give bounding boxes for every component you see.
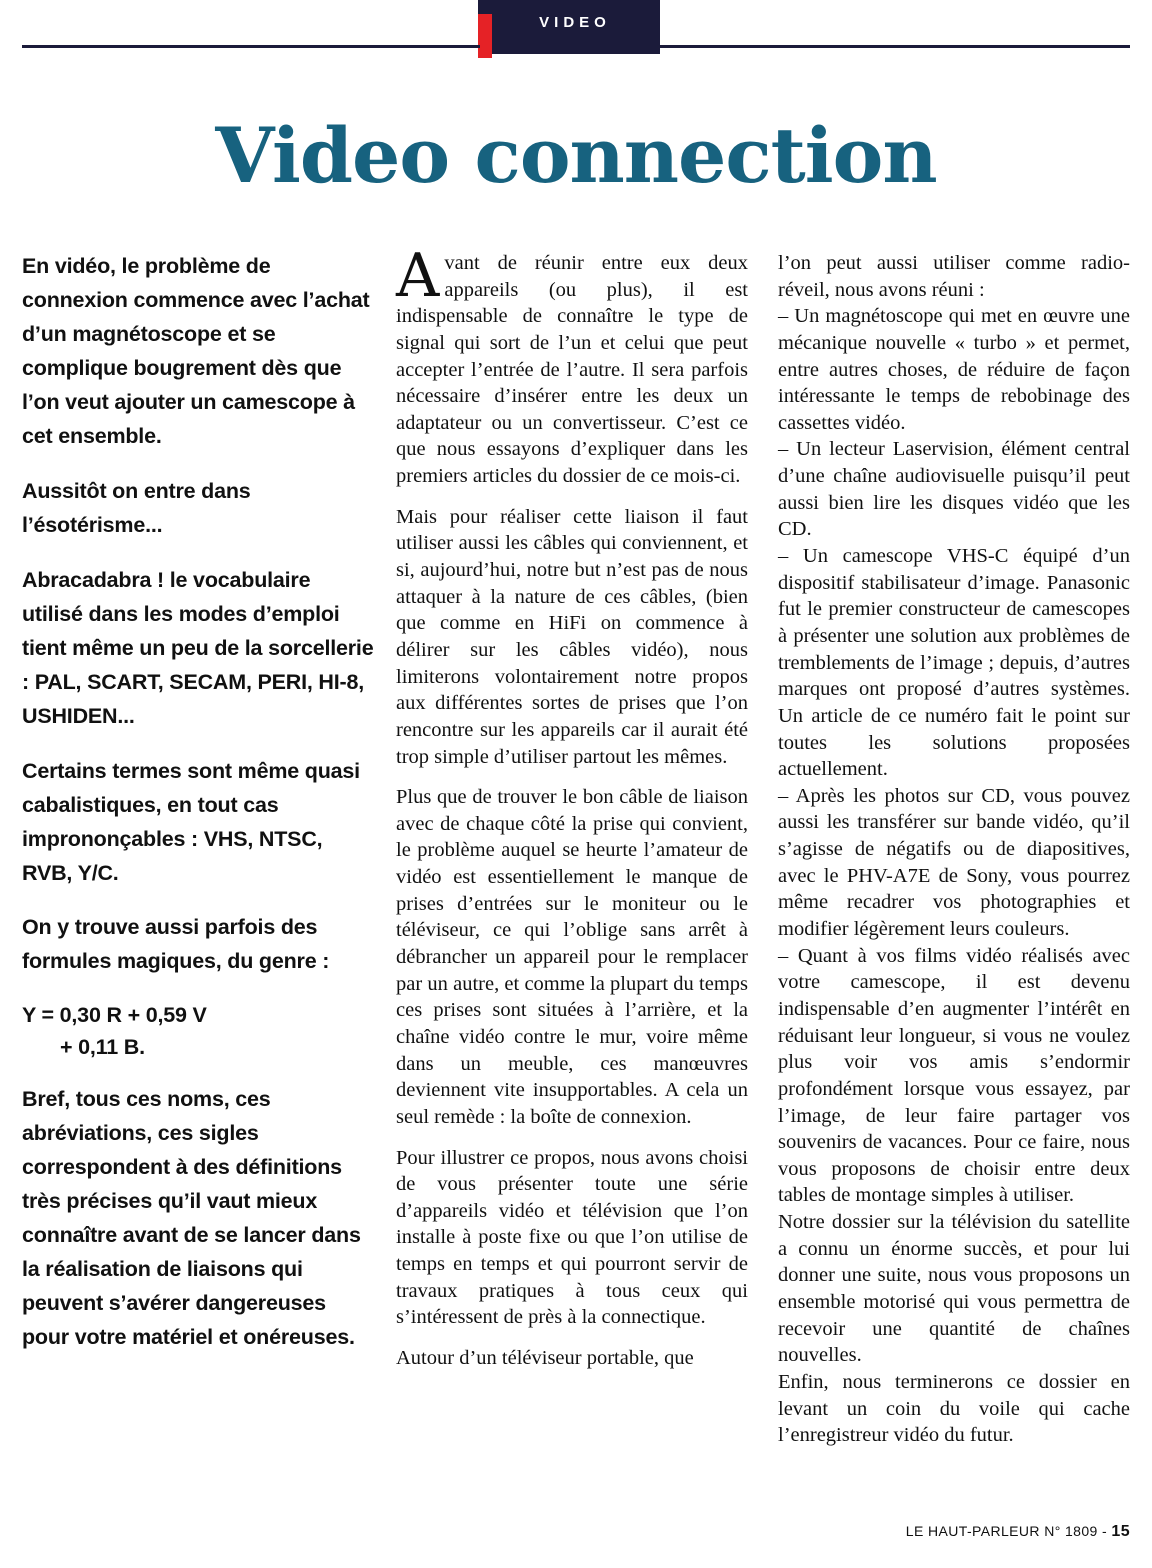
header-rule-left — [22, 45, 480, 48]
body-paragraph: l’on peut aussi utiliser comme radio-réveil, nous avons réuni : — [778, 252, 1130, 301]
body-column-2 — [396, 241, 748, 1386]
body-paragraph: Autour d’un téléviseur portable, que — [396, 1346, 694, 1369]
body-paragraph-with-dropcap — [396, 241, 748, 490]
drop-cap: A — [396, 241, 440, 311]
standfirst-paragraph: Aussitôt on entre dans l’ésotérisme... — [22, 478, 251, 537]
standfirst-closing-paragraph: Bref, tous ces noms, ces abréviations, ces sigles correspondent à des définitions très précises qu’il vaut mieux connaître avant de se lancer dans la réalisation de liaisons qui peuvent s’avérer dangereuses pour votre matériel et onéreuses. — [22, 1086, 361, 1349]
formula-line-2: + 0,11 B. — [60, 1034, 145, 1059]
body-paragraph: – Quant à vos films vidéo réalisés avec votre camescope, il est devenu indispensable d’en augmenter l’intérêt en réduisant leur longueur, si vous ne voulez plus voir vos amis s’endormir profondément lorsque vous essayez, par l’image, de leur faire partager vos souvenirs de vacances. Pour ce faire, nous vous proposons de choisir entre deux tables de montage simples à utiliser. — [778, 944, 1130, 1207]
body-paragraph: – Un magnétoscope qui met en œuvre une mécanique nouvelle « turbo » et permet, entre autres choses, de réduire de façon intéressante le temps de rebobinage des cassettes vidéo. — [778, 305, 1130, 434]
standfirst-paragraph: En vidéo, le problème de connexion commence avec l’achat d’un magnétoscope et se complique bougrement dès que l’on veut ajouter un camescope à cet ensemble. — [22, 254, 370, 448]
body-paragraph: Enfin, nous terminerons ce dossier en levant un coin du voile qui cache l’enregistreur vidéo du futur. — [778, 1370, 1130, 1447]
article-headline: Video connection — [215, 111, 937, 200]
body-paragraph: Mais pour réaliser cette liaison il faut utiliser aussi les câbles qui conviennent, et si, aujourd’hui, notre but n’est pas de nous attaquer à la nature de ces câbles, (bien que comme en HiFi on commence à délirer sur les câbles vidéo), nous limiterons volontairement notre propos aux différentes sortes de prises que l’on rencontre sur les appareils car il aurait été trop simple d’utiliser partout les mêmes. — [396, 505, 748, 768]
standfirst-paragraph: Abracadabra ! le vocabulaire utilisé dans les modes d’emploi tient même un peu de la sorcellerie : PAL, SCART, SECAM, PERI, HI-8, USHIDEN... — [22, 567, 374, 728]
standfirst-paragraph: Certains termes sont même quasi cabalistiques, en tout cas imprononçables : VHS, NTSC, RVB, Y/C. — [22, 758, 360, 885]
body-paragraph: – Un camescope VHS-C équipé d’un dispositif stabilisateur d’image. Panasonic fut le premier constructeur de camescopes à présenter une solution aux problèmes de tremblements de l’image ; depuis, d’autres marques ont proposé d’autres systèmes. Un article de ce numéro fait le point sur toutes les solutions proposées actuellement. — [778, 545, 1130, 781]
body-paragraph: – Un lecteur Laservision, élément central d’une chaîne audiovisuelle puisqu’il peut aussi bien lire les disques vidéo que les CD. — [778, 438, 1130, 541]
formula-line-1: Y = 0,30 R + 0,59 V — [22, 1003, 207, 1028]
standfirst-paragraph: On y trouve aussi parfois des formules magiques, du genre : — [22, 915, 330, 974]
standfirst-column — [22, 250, 374, 1376]
formula-block — [22, 1000, 374, 1062]
body-paragraph: – Après les photos sur CD, vous pouvez aussi les transférer sur bande vidéo, qu’il s’agisse de négatifs ou de diapositives, avec le PHV-A7E de Sony, vous pourrez même recadrer vos photographies et modifier légèrement leurs couleurs. — [778, 784, 1130, 941]
page-footer — [906, 1523, 1130, 1541]
section-label: VIDEO — [539, 14, 611, 31]
magazine-issue-label: LE HAUT-PARLEUR N° 1809 - — [905, 1523, 1108, 1539]
header-rule-right — [660, 45, 1130, 48]
body-paragraph: Notre dossier sur la télévision du satellite a connu un énorme succès, et pour lui donner une suite, nous vous proposons un ensemble motorisé qui vous permettra de recevoir une quantité de chaînes nouvelles. — [778, 1211, 1130, 1367]
page-header-banner — [0, 0, 1152, 60]
body-column-3 — [778, 250, 1130, 1449]
body-paragraph: Plus que de trouver le bon câble de liaison avec de chaque côté la prise qui convient, le problème auquel se heurte l’amateur de vidéo est essentiellement le manque de prises d’entrées sur le moniteur ou le téléviseur, ce qui l’oblige sans arrêt à débrancher un appareil pour le remplacer par un autre, et comme la plupart du temps ces prises sont situées à l’arrière, et la chaîne vidéo contre le mur, voire même dans un meuble, ces manœuvres deviennent vite insupportables. A cela un seul remède : la boîte de connexion. — [396, 786, 748, 1128]
page-number: 15 — [1111, 1523, 1130, 1540]
section-banner-accent — [478, 14, 492, 58]
body-paragraph: Pour illustrer ce propos, nous avons choisi de vous présenter toute une série d’appareils vidéo et télévision que l’on installe à poste fixe ou que l’on utilise de temps en temps et qui pourront servir de travaux pratiques à tous ceux qui s’intéressent de près à la connectique. — [396, 1146, 748, 1329]
body-paragraph-text: vant de réunir entre eux deux appareils (ou plus), il est indispensable de connaître le type de signal qui sort de l’un et celui que peut accepter l’entrée de l’autre. Il sera parfois nécessaire d’insérer entre les deux un adaptateur ou un convertisseur. C’est ce que nous essayons d’expliquer dans les premiers articles du dossier de ce mois-ci. — [396, 252, 748, 488]
